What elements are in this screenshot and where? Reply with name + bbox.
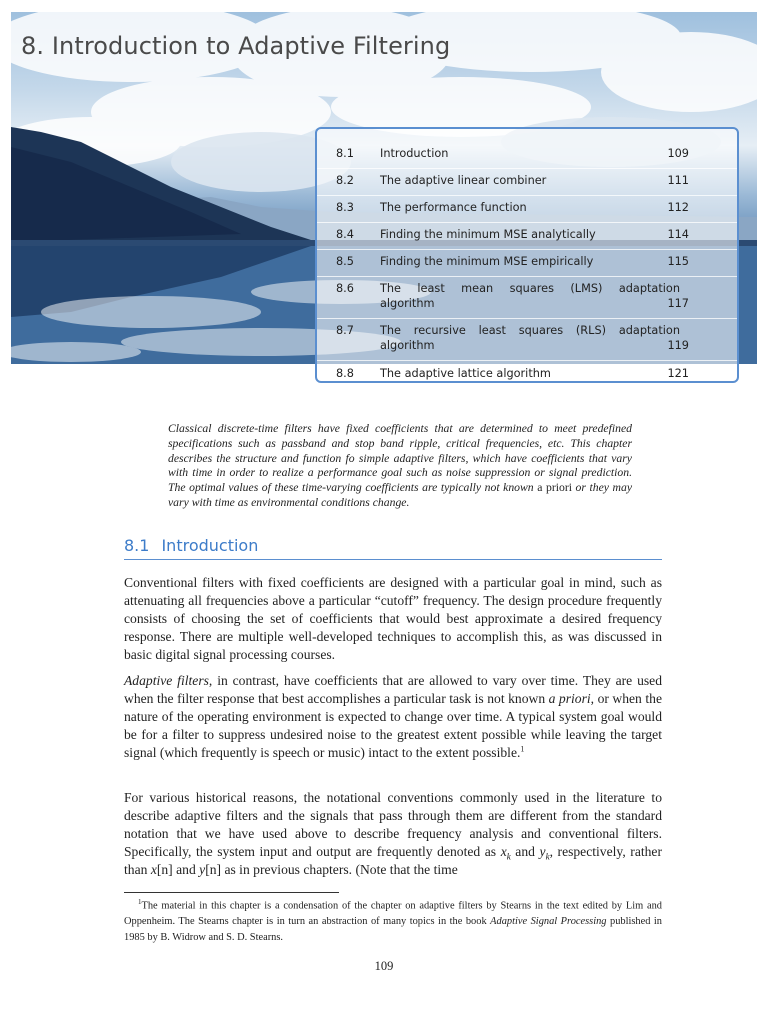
toc-entry-page: 112 [667, 201, 689, 214]
toc-entry-number: 8.7 [336, 324, 354, 337]
toc-entry-page: 111 [667, 174, 689, 187]
footnote-rule [124, 892, 339, 893]
chapter-title: 8. Introduction to Adaptive Filtering [21, 32, 451, 60]
toc-entry-title: The adaptive lattice algorithm [380, 367, 551, 380]
section-heading [124, 536, 662, 560]
toc-entry-page: 119 [667, 339, 689, 352]
footnote: $^1$The material in this chapter is a condensation of the chapter on adaptive filters by Stearns in the text edited by Lim and Oppenheim. The Stearns chapter is in turn an abstraction of many topics in the book Adaptive Signal Processing published in 1985 by B. Widrow and S. D. Stearns. [124, 898, 662, 944]
toc-entry-title: The performance function [380, 201, 527, 214]
toc-entry-title: Finding the minimum MSE empirically [380, 255, 594, 268]
toc-entry-number: 8.1 [336, 147, 354, 160]
toc-entry-title: The adaptive linear combiner [380, 174, 547, 187]
page-number: 109 [374, 959, 394, 973]
toc-entry-number: 8.3 [336, 201, 354, 214]
toc-entry-number: 8.5 [336, 255, 354, 268]
section-title: Introduction [161, 536, 259, 555]
toc-entry-number: 8.6 [336, 282, 354, 295]
toc-entry-page: 121 [667, 367, 689, 380]
toc-entry-number: 8.4 [336, 228, 354, 241]
toc-entry-title: Introduction [380, 147, 449, 160]
footnote-mark: 1 [138, 898, 142, 906]
toc-entry-title: The recursive least squares (RLS) adaptation [380, 324, 680, 337]
toc-entry-page: 117 [667, 297, 689, 310]
body-paragraph: Conventional filters with fixed coefficients are designed with a particular goal in mind, such as attenuating all frequencies above a particular “cutoff” frequency. The design procedure frequently consists of choosing the set of coefficients that would best approximate a desired frequency response. There are multiple well-developed techniques to accomplish this, as was discussed in basic digital signal processing courses. [124, 575, 662, 662]
toc-entry-title-continued: algorithm [380, 339, 435, 352]
toc-entry-title-continued: algorithm [380, 297, 435, 310]
chapter-abstract: Classical discrete-time filters have fixed coefficients that are determined to meet predefined specifications such as passband and stop band ripple, critical frequencies, etc. This chapter describes the structure and function fo simple adaptive filters, which have coefficients that vary with time in order to realize a performance goal such as noise suppression or signal prediction. The optimal values of these time-varying coefficients are typically not known a priori or they may vary with time as environmental conditions change. [168, 422, 633, 509]
footnote-reference[interactable]: 1 [520, 744, 525, 754]
chapter-table-of-contents [315, 127, 739, 383]
body-paragraph: Adaptive filters, in contrast, have coefficients that are allowed to vary over time. They are used when the filter response that best accomplishes a particular task is not known a priori, or when the nature of the operating environment is expected to change over time. A typical system goal would be for a filter to suppress undesired noise to the greatest extent possible while leaving the target signal (which frequently is speech or music) intact to the extent possible.$^1$ [124, 673, 663, 760]
toc-entry-title: Finding the minimum MSE analytically [380, 228, 596, 241]
toc-entry-title: The least mean squares (LMS) adaptation [380, 282, 680, 295]
toc-entry-page: 114 [667, 228, 689, 241]
toc-entry-number: 8.2 [336, 174, 354, 187]
book-title: Adaptive Signal Processing [490, 916, 607, 928]
toc-entry-page: 115 [667, 255, 689, 268]
section-number: 8.1 [124, 536, 150, 555]
toc-entry-page: 109 [667, 147, 689, 160]
toc-entry-number: 8.8 [336, 367, 354, 380]
body-paragraph: For various historical reasons, the notational conventions commonly used in the literature to describe adaptive filters and the signals that pass through them are different from the standard notation that we have used above to describe frequency analysis and conventional filters. Specifically, the system input and output are frequently denoted as $x_k$ and $y_k$, respectively, rather than x[n] and y[n] as in previous chapters. (Note that the time [124, 790, 662, 877]
